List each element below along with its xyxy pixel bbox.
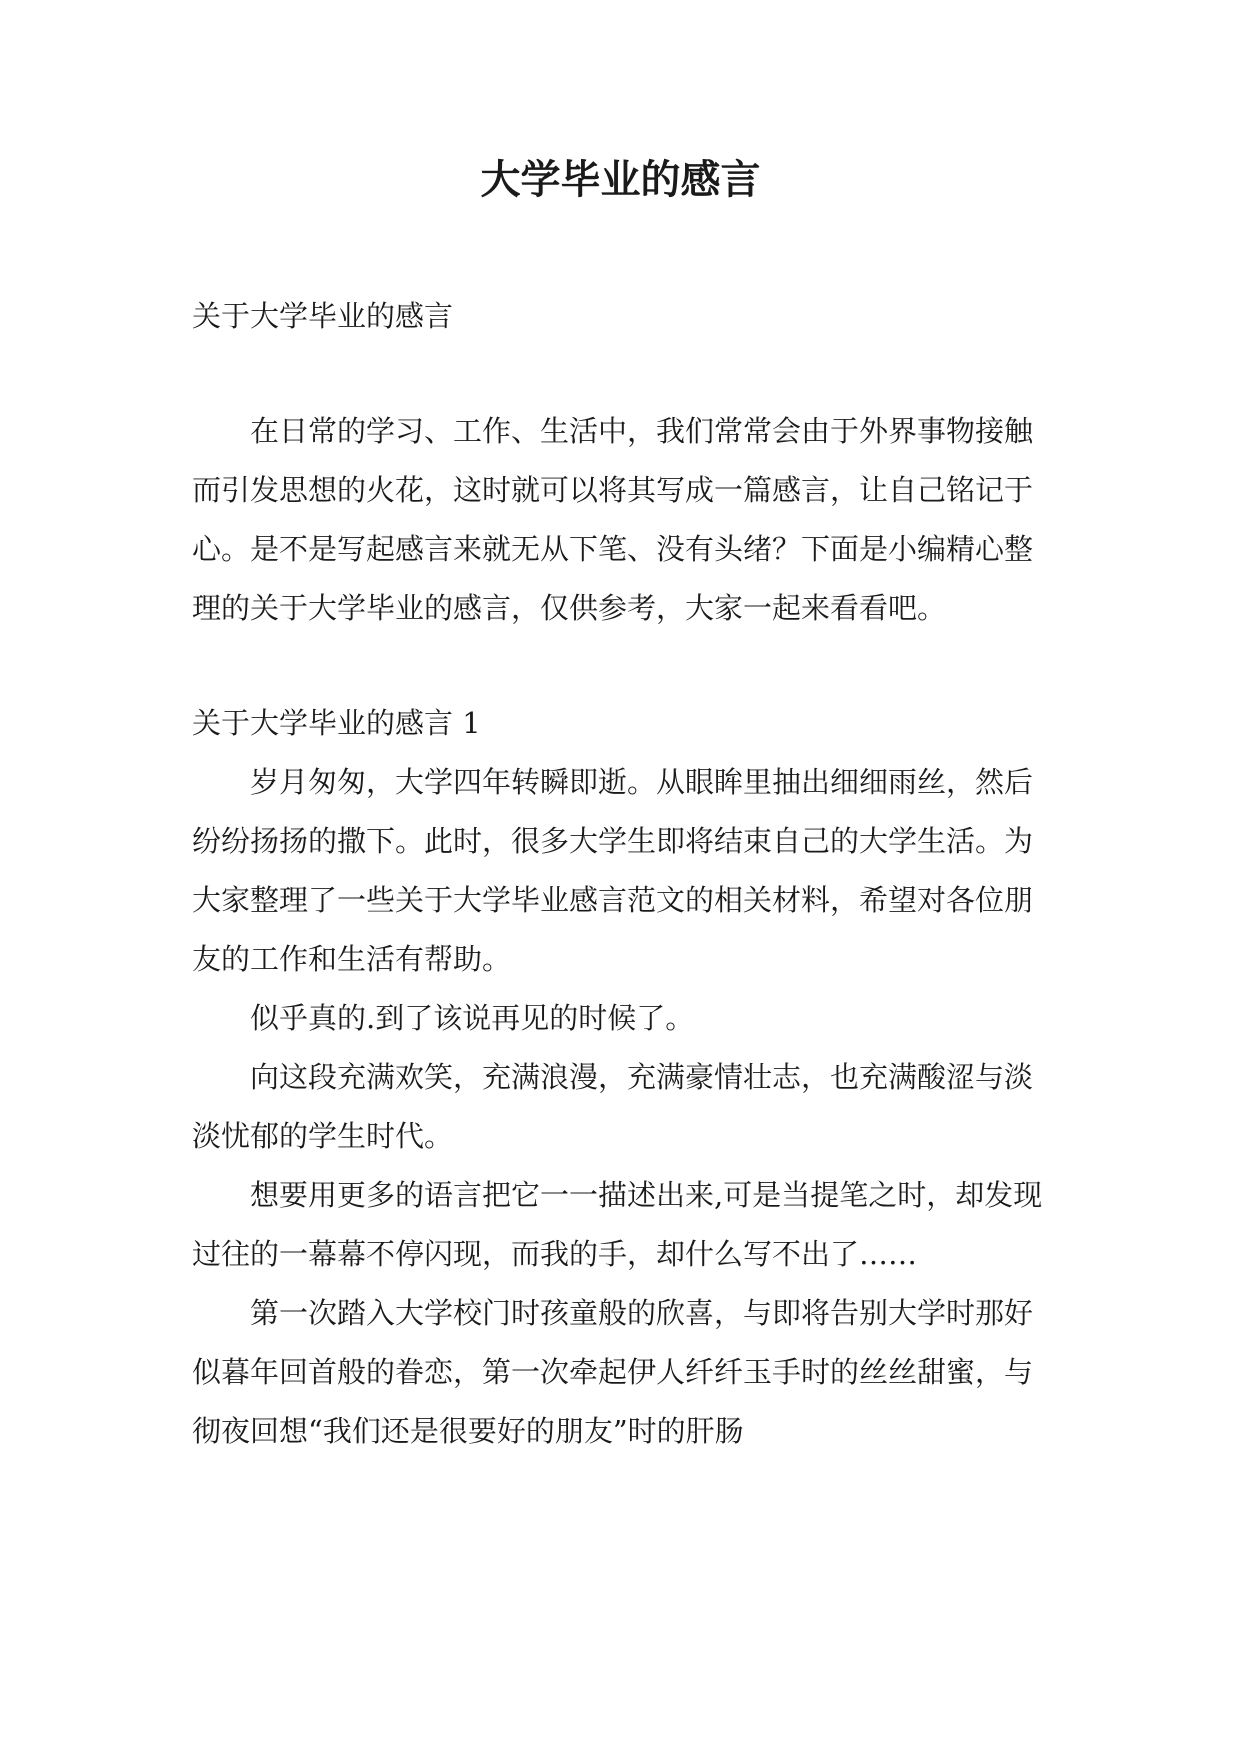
document-body xyxy=(192,287,1057,1461)
section-heading: 关于大学毕业的感言 1 xyxy=(192,706,481,740)
body-paragraph: 向这段充满欢笑，充满浪漫，充满豪情壮志，也充满酸涩与淡淡忧郁的学生时代。 xyxy=(192,1060,1034,1153)
document-title: 大学毕业的感言 xyxy=(480,157,761,203)
body-paragraph: 岁月匆匆，大学四年转瞬即逝。从眼眸里抽出细细雨丝，然后纷纷扬扬的撒下。此时，很多大学生即将结束自己的大学生活。为大家整理了一些关于大学毕业感言范文的相关材料，希望对各位朋友的工作和生活有帮助。 xyxy=(192,765,1034,976)
subtitle: 关于大学毕业的感言 xyxy=(192,299,454,333)
body-paragraph: 想要用更多的语言把它一一描述出来,可是当提笔之时，却发现过往的一幕幕不停闪现，而我的手，却什么写不出了…… xyxy=(192,1178,1043,1271)
spacer xyxy=(192,638,1057,694)
spacer xyxy=(192,346,1057,402)
body-paragraph: 似乎真的.到了该说再见的时候了。 xyxy=(250,1001,695,1035)
intro-paragraph: 在日常的学习、工作、生活中，我们常常会由于外界事物接触而引发思想的火花，这时就可以将其写成一篇感言，让自己铭记于心。是不是写起感言来就无从下笔、没有头绪？下面是小编精心整理的关于大学毕业的感言，仅供参考，大家一起来看看吧。 xyxy=(192,414,1034,625)
body-paragraph: 第一次踏入大学校门时孩童般的欣喜，与即将告别大学时那好似暮年回首般的眷恋，第一次牵起伊人纤纤玉手时的丝丝甜蜜，与彻夜回想“我们还是很要好的朋友”时的肝肠 xyxy=(192,1296,1034,1448)
